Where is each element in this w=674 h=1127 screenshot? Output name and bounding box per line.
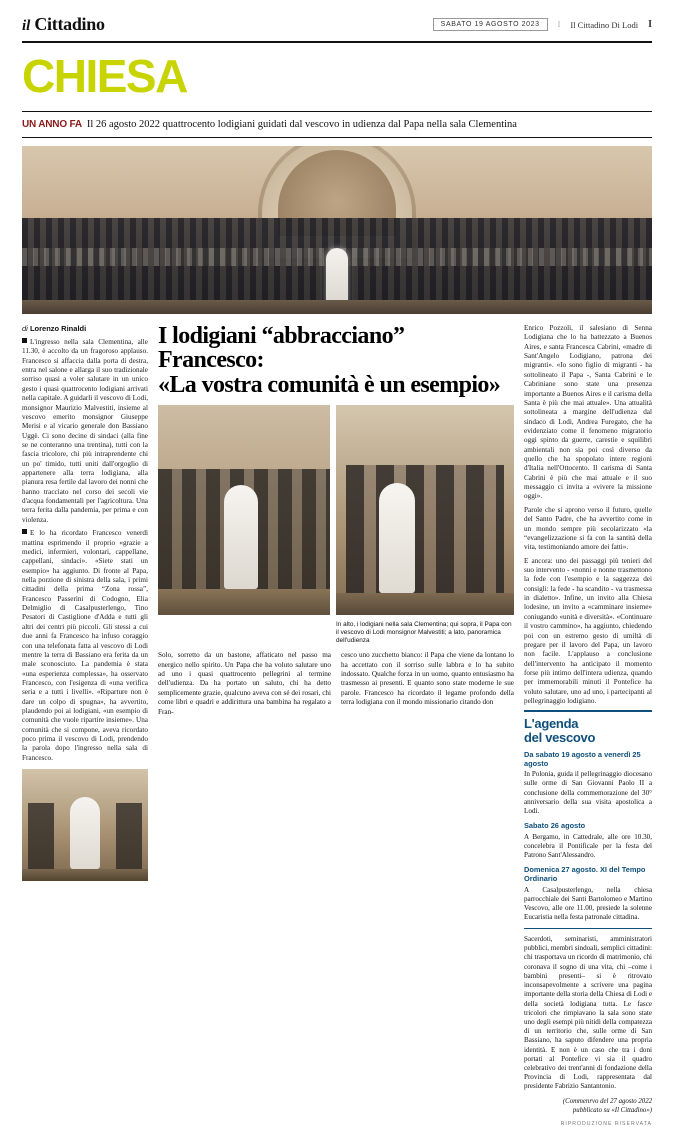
photo-group <box>158 405 514 615</box>
paragraph-text: L'ingresso nella sala Clementina, alle 11.30, è accolto da un fragoroso applauso. Francesco si affaccia dalla porta di destra, entra nel salone e allarga il suo tradizionale sorriso quasi a voler salutare in un unico gesto i quasi quattrocento lodigiani arrivati nella capitale. A guidarli il vescovo di Lodi, monsignor Maurizio Malvestiti, insieme al vescovo emerito monsignor Giuseppe Merisi e al vicario generale don Bassiano Uggè. Ci sono decine di sindaci (alla fine se ne conteranno una trentina), tutti con la fascia tricolore, chi più intraprendente chi un po' timido, tutti uniti dall'orgoglio di appartenere alla terra lodigiana, alla pianura resa fertile dal lavoro dei nonni che hanno tracciato nel corso dei secoli vie d'acqua fondamentali per l'agricoltura. Una terra ferita dalla pandemia, per prima e con violenza. <box>22 338 148 524</box>
publication-logo <box>22 14 105 35</box>
caption-row <box>158 621 514 645</box>
photo-pope-blessing <box>158 405 330 615</box>
agenda-title-line-2: del vescovo <box>524 730 596 746</box>
signature-line-2: pubblicato su «Il Cittadino») <box>572 1106 652 1114</box>
agenda-item <box>524 822 652 860</box>
headline-line-2: «La vostra comunità è un esempio» <box>158 371 501 398</box>
agenda-item-heading: Domenica 27 agosto. XI del Tempo Ordinario <box>524 864 646 883</box>
photo-left-pope-figure <box>70 797 100 869</box>
hero-pope-figure <box>326 248 348 304</box>
paragraph: Sacerdoti, seminaristi, amministratori pubblici, membri sindoali, semplici cittadini: chi trasportava un ricordo di matrimonio, chi coronava il sogno di una vita, chi –come i bambini presenti– si è ritrovato inconsapevolmente a scrivere una pagina importante della storia della Chiesa di Lodi e della società lodigiana tutta. Le fasce tricolori che rimpiavano la sala sono state uno degli esempi più nitidi della compatezza di un territorio che, sulle orme di San Bassiano, ha saputo difendere una propria identità. E non è un caso che tra i doni portati al Pontefice vi sia il quadro celebrativo dei trent'anni di fondazione della Provincia di Lodi, rappresentata dal presidente Fabrizio Santantonio. <box>524 934 652 1091</box>
paragraph <box>22 338 148 525</box>
paragraph: Solo, sorretto da un bastone, affaticato nel passo ma energico nello spirito. Un Papa che ha voluto salutare uno ad uno i quasi quattrocento pellegrini al termine dell'udienza. Da ha portato un saluto, chi ha detto semplicemente grazie, qualcuno aveva con sé dei rosari, chi come libri e quadri e addirittura una bambina ha regalato a Fran- <box>158 651 331 716</box>
bullet-square-icon <box>22 338 27 343</box>
paragraph-text: E lo ha ricordato Francesco venerdì mattina esprimendo il proprio «grazie a medici, infermieri, volontari, cappellane, cappellani, sindaci». «Siete stati un esempio» ha aggiunto. Di fronte al Papa, nella porzione di sinistra della sala, i primi cittadini della prima “Zona rossa”, Francesco Passerini di Codogno, Elia Delmiglio di Casalpusterlengo, Tino Pesatori di Castiglione d'Adda e tutti gli altri dei centri più piccoli. Gli stessi a cui due anni fa Francesco ha infuso coraggio con una telefonata fatta al vescovo di Lodi mentre la terra di Bassiano era ferita da un male sconosciuto. La pandemia è stata «una esperienza complessa», ha osservato Francesco, con l'esigenza di «una verifica seria e a tutti i livelli». «Riparture non è dare un colpo di spugna», ha avvertito, plaudendo poi ai lodigiani, «un esempio di comunità che vuole ripartire insieme». Una comunità che si compone, aveva ricordato poco prima il vescovo di Lodi, prendendo la parola dopo l'ingresso nella sala di Francesco. <box>22 529 148 762</box>
photo-caption: In alto, i lodigiani nella sala Clementina; qui sopra, il Papa con il vescovo di Lodi monsignor Malvestiti; a lato, panoramica dell'udienza <box>336 621 512 645</box>
issue-date: SABATO 19 AGOSTO 2023 <box>433 18 548 31</box>
signature-line-1: (Commenrvo del 27 agosto 2022 <box>562 1097 652 1105</box>
article-signature <box>524 1098 652 1116</box>
photo-bishop-and-pope <box>336 405 514 615</box>
bullet-square-icon <box>22 529 27 534</box>
hero-photo <box>22 146 652 314</box>
paragraph: cesco uno zucchetto bianco: il Papa che viene da lontano lo ha accettato con il sorriso sulle labbra e lo ha subito indossato. Qualche forza in un uomo, quanto entusiasmo ha trasmesso ai presenti. E quanto sono state moderne le sue parole. Francesco ha ricordato il legame profondo della terra lodigiana con il mondo missionario citando don <box>341 651 514 707</box>
paper-name: Il Cittadino Di Lodi <box>570 19 639 30</box>
agenda-title-line-1: L'agenda <box>524 716 579 732</box>
photo-left-figure-right <box>116 803 142 869</box>
photo-left-floor <box>22 869 148 881</box>
photo-left <box>22 769 148 881</box>
byline-author: Lorenzo Rinaldi <box>29 324 87 333</box>
byline <box>22 324 148 333</box>
agenda-item-body: A Casalpusterlengo, nella chiesa parrocchiale dei Santi Bartolomeo e Martino Vescovo, alle ore 11.00, presiede la solenne Eucaristia nella festa patronale cittadina. <box>524 885 652 921</box>
photo-a-pope-figure <box>224 485 258 589</box>
photo-left-figure-left <box>28 803 54 869</box>
agenda-item-heading: Sabato 26 agosto <box>524 820 586 830</box>
paragraph: Enrico Pozzoli, il salesiano di Senna Lodigiana che lo ha battezzato a Buenos Aires, e santa Francesca Cabrini, «madre di Sant'Angelo Lodigiano, patrona dei migranti». «Io sono figlio di migranti - ha sottolineato il Papa -, Santa Cabrini e le Cabriniane sono state una presenza importante a Buenos Aires e il carisma della Santa è più che mai attuale». Una attualità sottolineata a margine dell'udienza dal sindaco di Lodi, Andrea Furegato, che ha evidenziato come il fenomeno migratorio oggi spinto da guerre, carestie e squilibri ambientali non sia poi così diverso da quello che ha spopolato intere regioni d'Italia nell'Ottocento. Il carisma di Santa Cabrini è più che mai attuale e il suo messaggio ci invita a «vivere la missione oggi». <box>524 324 652 501</box>
headline-line-1: I lodigiani “abbracciano” Francesco: <box>158 323 405 374</box>
agenda-item-heading: Da sabato 19 agosto a venerdì 25 agosto <box>524 749 641 768</box>
article-body <box>22 324 652 1127</box>
agenda-item-body: In Polonia, guida il pellegrinaggio diocesano sulle orme di San Giovanni Paolo II a conclusione della commemorazione del 30° anniversario della sua visita apostolica a Lodi. <box>524 770 652 815</box>
right-text-bottom <box>524 935 652 1092</box>
hero-floor <box>22 300 652 314</box>
section-title: CHIESA <box>22 50 187 102</box>
logo-name: Cittadino <box>34 14 105 34</box>
agenda-box <box>524 710 652 929</box>
paragraph <box>22 529 148 763</box>
logo-article: il <box>22 18 31 34</box>
photo-b-figures <box>346 465 504 593</box>
photo-b-floor <box>336 593 514 615</box>
photo-a-floor <box>158 589 330 615</box>
right-text-top <box>524 324 652 706</box>
masthead-separator: I <box>557 20 561 29</box>
agenda-divider <box>524 928 652 929</box>
kicker-strip <box>22 112 652 138</box>
agenda-item <box>524 751 652 816</box>
kicker-text: Il 26 agosto 2022 quattrocento lodigiani guidati dal vescovo in udienza dal Papa nella sala Clementina <box>86 119 517 130</box>
left-text <box>22 338 148 763</box>
byline-prefix: di <box>22 324 28 333</box>
page-number: I <box>648 19 652 30</box>
column-middle <box>158 324 514 1127</box>
photo-b-pope-figure <box>379 483 415 593</box>
masthead <box>22 14 652 43</box>
column-right <box>524 324 652 1127</box>
page-title <box>158 324 514 397</box>
column-left <box>22 324 148 1127</box>
middle-text <box>158 651 514 717</box>
paragraph: Parole che si aprono verso il futuro, quelle del Santo Padre, che ha avvertito come in un mondo sempre più secolarizzato «la “evangelizzazione si fa con la santità della vita, testimoniando amore dei fatti». <box>524 505 652 552</box>
paragraph: E ancora: uno dei passaggi più tenieri del suo intervento - «nonni e nonne trasmettono la fede con l'esempio e la saggezza dei consigli: la fede - ha scandito - va trasmessa in dialetto». Infine, un invito alla Chiesa lodesine, un invito a «camminare insieme» coniugando «unità e diversità». «Continuare il vostro cammino», ha aggiunto, chiedendo poi con un estremo gesto di umiltà di pregare per il lavoro del Papa, un lavoro non facile. L'applauso a conclusione dell'intervento ha anticipato il momento forse più intimo dell'intera udienza, quando per immemorabili minuti il Pontefice ha voluto salutare, uno ad uno, i partecipanti al pellegrinaggio lodigiano. <box>524 556 652 706</box>
kicker-label: UN ANNO FA <box>22 119 82 130</box>
agenda-item-body: A Bergamo, in Cattedrale, alle ore 10.30, concelebra il Pontificale per la festa del Patrono Sant'Alessandro. <box>524 832 652 859</box>
masthead-right <box>433 18 652 31</box>
copyright-notice: RIPRODUZIONE RISERVATA <box>560 1121 652 1127</box>
agenda-title <box>524 717 652 744</box>
